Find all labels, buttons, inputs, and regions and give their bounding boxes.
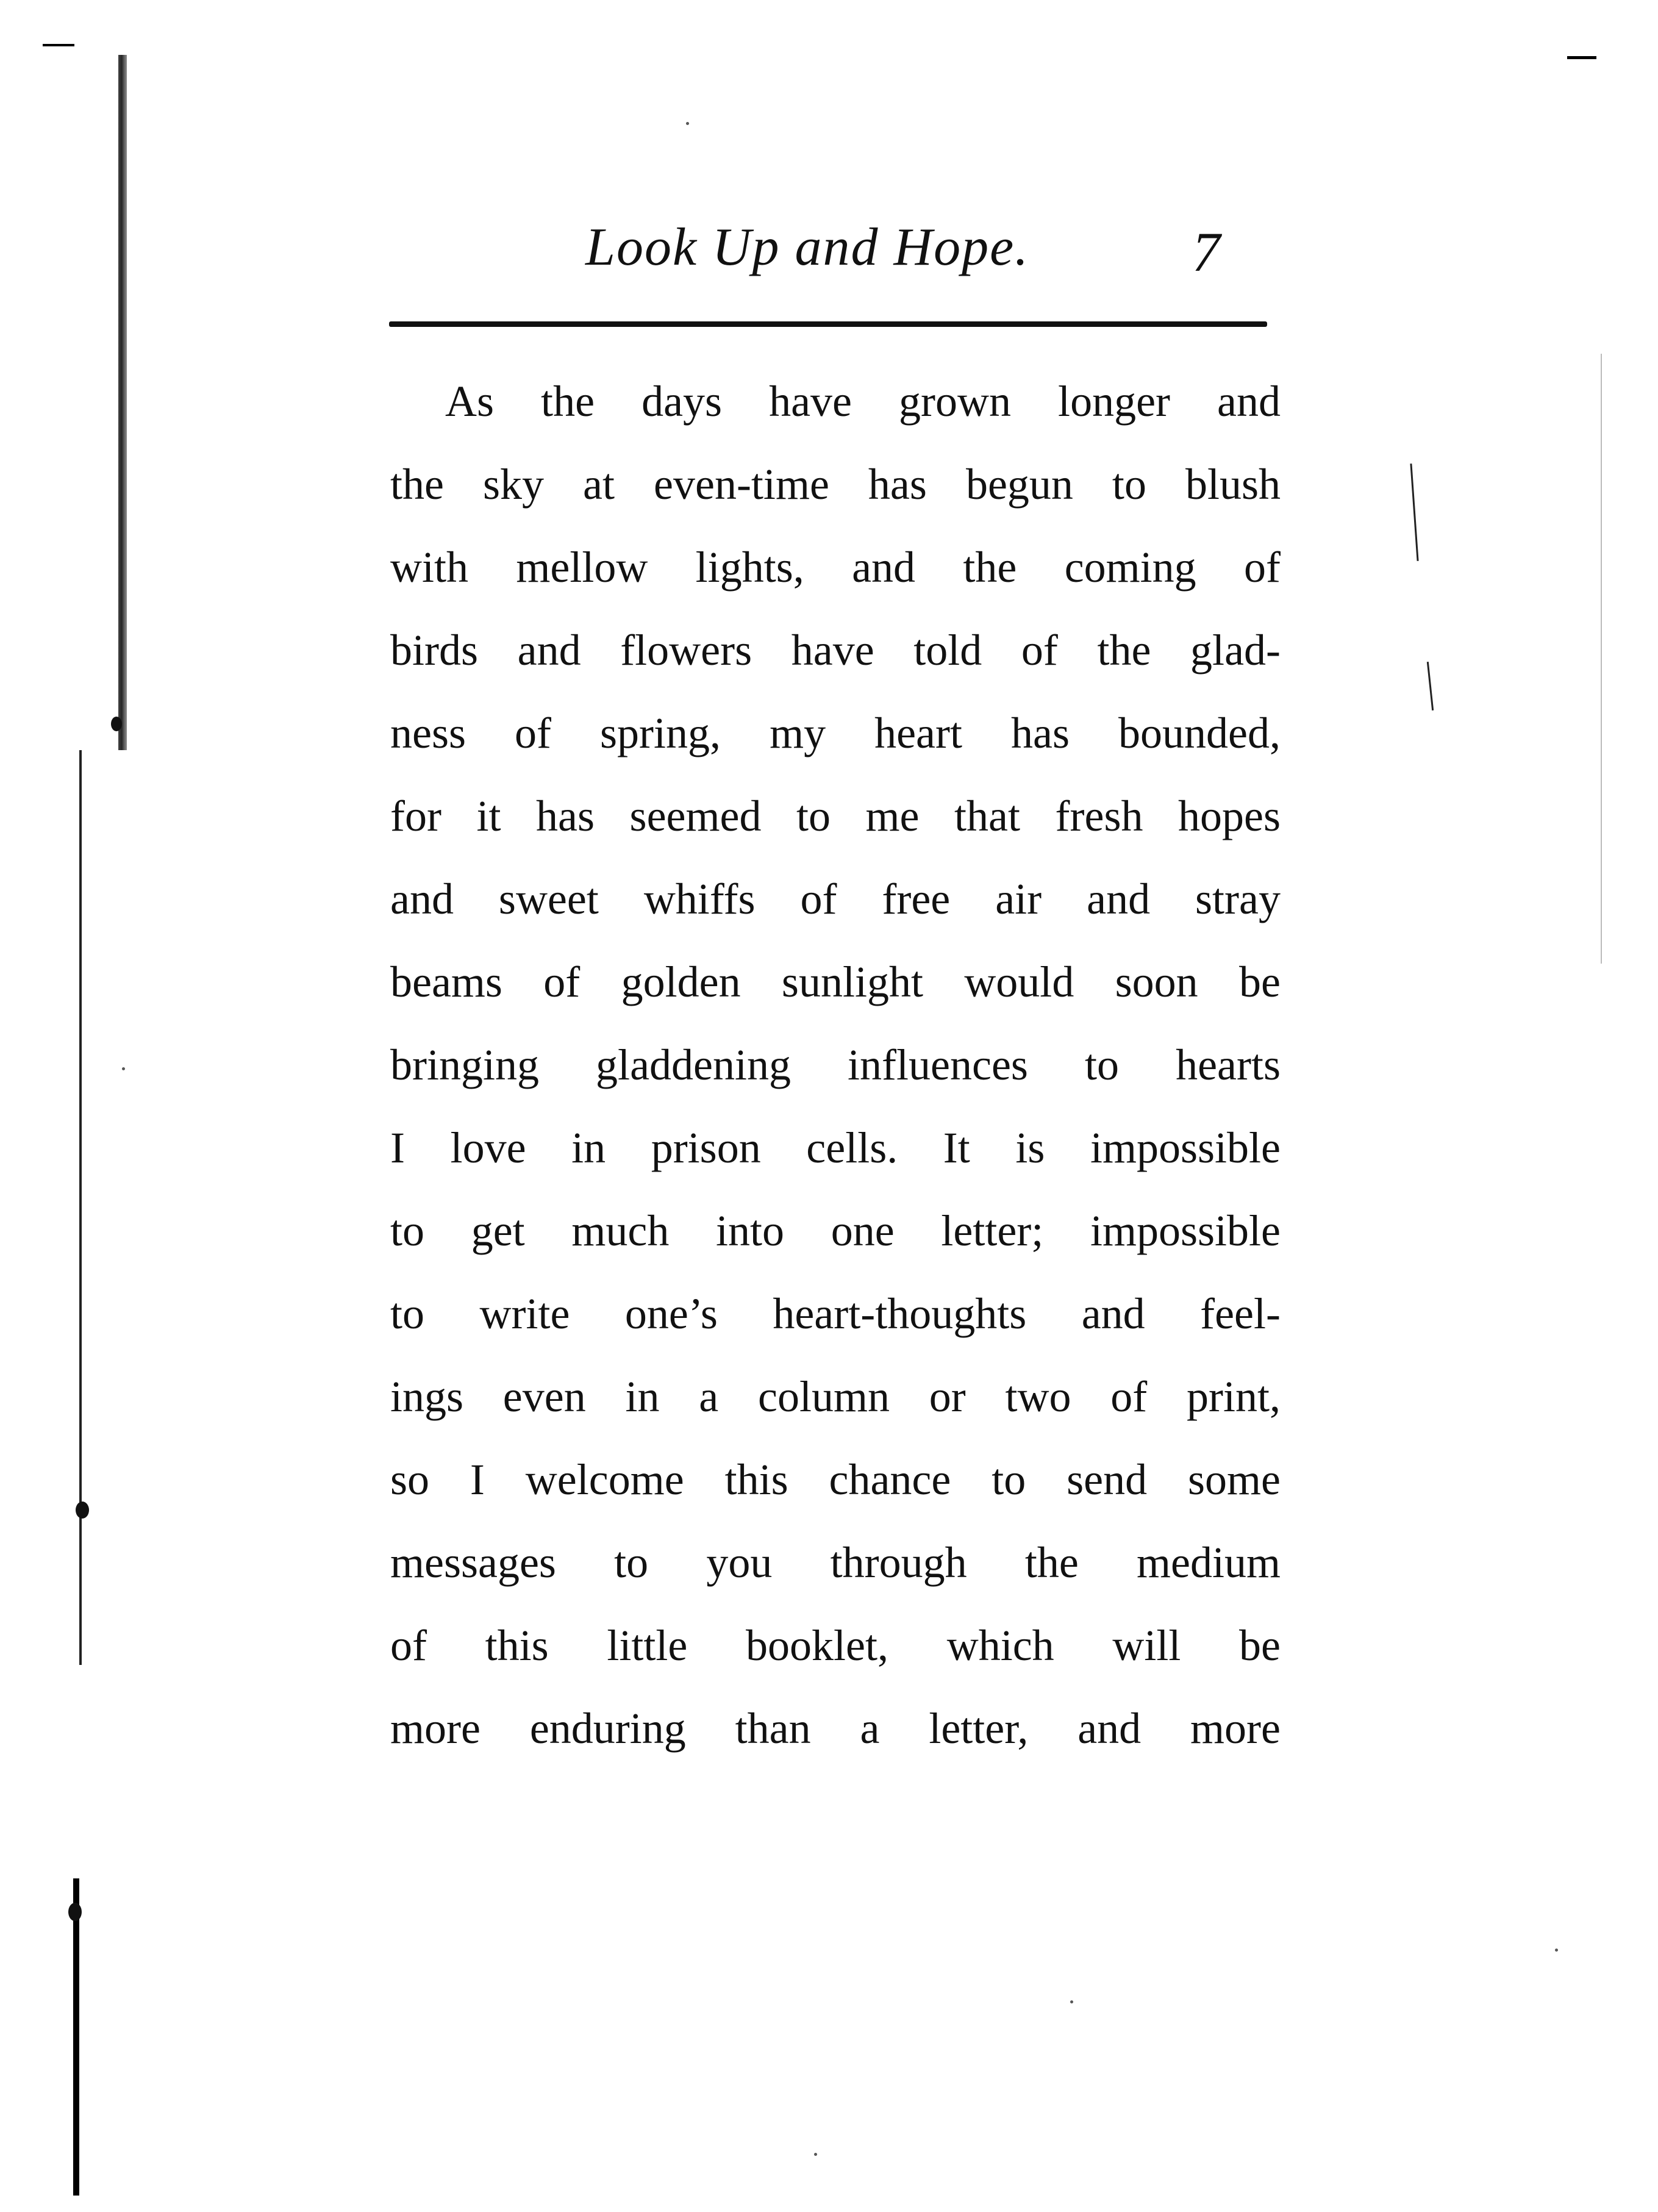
binding-edge-thick bbox=[73, 1878, 79, 2196]
text-line: to write one’s heart-thoughts and feel- bbox=[390, 1289, 1281, 1338]
edge-blot bbox=[111, 717, 122, 731]
speck bbox=[122, 1067, 125, 1070]
text-line: birds and flowers have told of the glad- bbox=[390, 626, 1281, 675]
text-line: so I welcome this chance to send some bbox=[390, 1455, 1281, 1504]
text-line: more enduring than a letter, and more bbox=[390, 1704, 1281, 1753]
scan-stroke bbox=[1410, 464, 1418, 561]
edge-blot bbox=[68, 1903, 82, 1921]
text-line: bringing gladdening influences to hearts bbox=[390, 1040, 1281, 1089]
corner-mark bbox=[43, 44, 74, 46]
header-rule bbox=[389, 321, 1267, 327]
text-line: I love in prison cells. It is impossible bbox=[390, 1123, 1281, 1172]
body-paragraph bbox=[390, 360, 1281, 1770]
text-line: ings even in a column or two of print, bbox=[390, 1372, 1281, 1421]
right-edge-dots bbox=[1601, 354, 1602, 964]
text-line: As the days have grown longer and bbox=[445, 377, 1281, 426]
binding-edge-line bbox=[79, 750, 82, 1665]
text-line: of this little booklet, which will be bbox=[390, 1621, 1281, 1670]
text-line: messages to you through the medium bbox=[390, 1538, 1281, 1587]
edge-blot bbox=[76, 1502, 89, 1519]
text-line: to get much into one letter; impossible bbox=[390, 1206, 1281, 1255]
binding-edge-shadow bbox=[118, 55, 127, 750]
running-head-title: Look Up and Hope. bbox=[585, 218, 1030, 277]
corner-mark bbox=[1567, 56, 1596, 59]
speck bbox=[686, 122, 689, 125]
speck bbox=[814, 2153, 817, 2156]
scan-stroke bbox=[1427, 662, 1434, 710]
text-line: and sweet whiffs of free air and stray bbox=[390, 875, 1281, 923]
text-line: ness of spring, my heart has bounded, bbox=[390, 709, 1281, 757]
text-line: beams of golden sunlight would soon be bbox=[390, 957, 1281, 1006]
page-number: 7 bbox=[1192, 221, 1220, 283]
text-line: for it has seemed to me that fresh hopes bbox=[390, 792, 1281, 840]
speck bbox=[1555, 1949, 1558, 1952]
speck bbox=[1070, 2000, 1073, 2003]
text-line: with mellow lights, and the coming of bbox=[390, 543, 1281, 592]
text-line: the sky at even-time has begun to blush bbox=[390, 460, 1281, 509]
